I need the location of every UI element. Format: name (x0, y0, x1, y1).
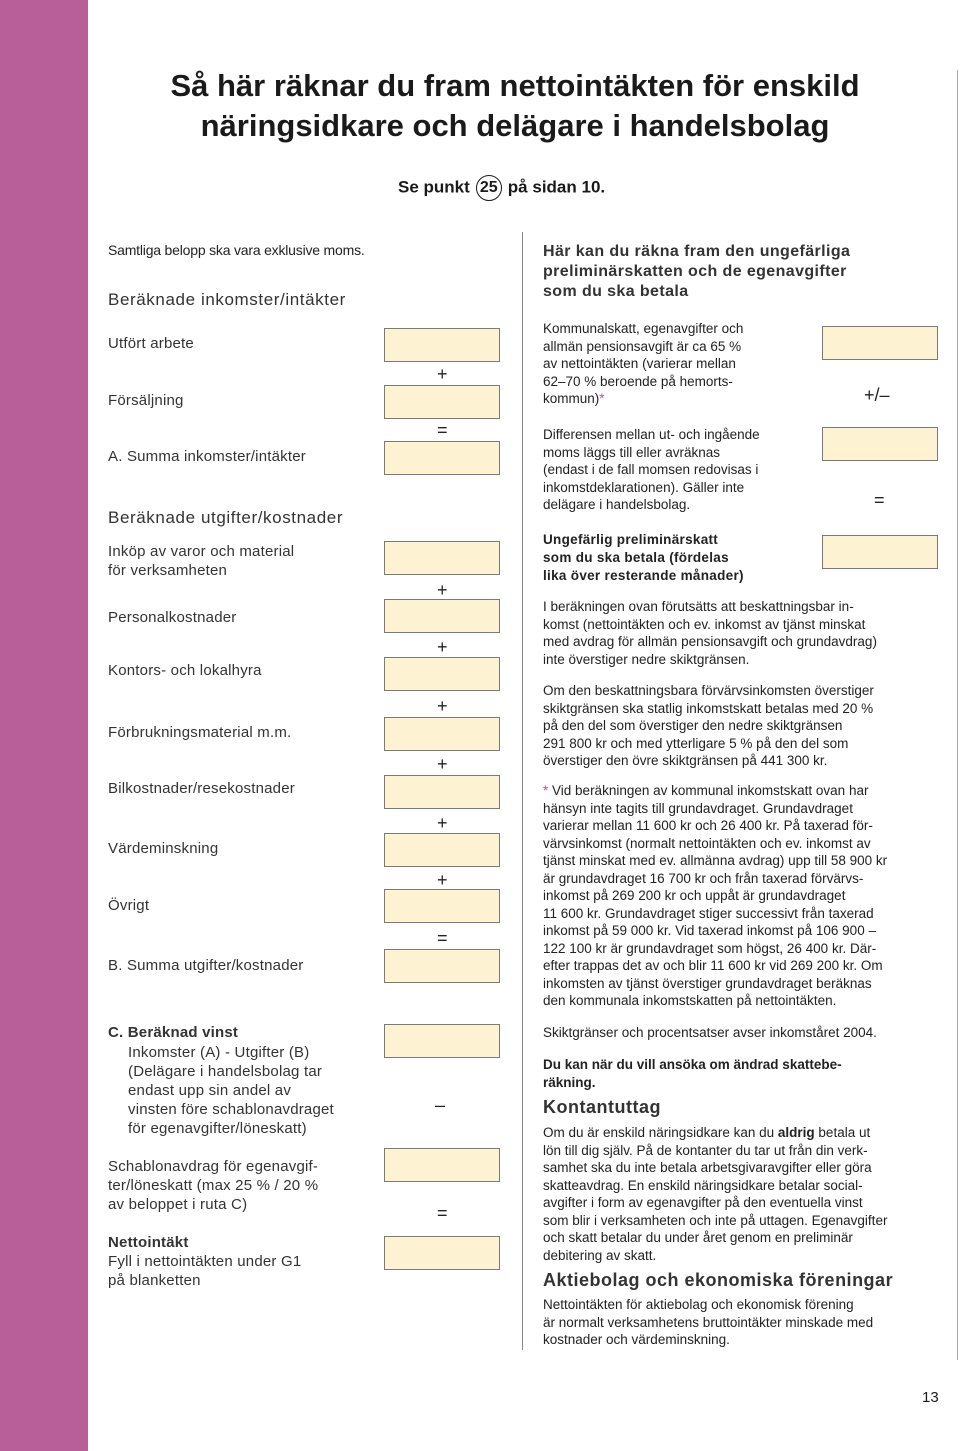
right-heading-line: preliminärskatten och de egenavgifter (543, 263, 847, 280)
see-pre: Se punkt (398, 177, 470, 197)
paragraph-2 (543, 682, 874, 770)
page-sidebar-stripe (0, 0, 88, 1451)
kommunal-line: allmän pensionsavgift är ca 65 % (543, 338, 742, 354)
schablon-description (108, 1157, 318, 1214)
plus-operator: + (437, 813, 448, 833)
p2-line: skiktgränsen ska statlig inkomstskatt betalas med 20 % (543, 700, 874, 716)
p3-line: inkomst på 59 000 kr. Vid taxerad inkomst på 106 900 – (543, 923, 876, 938)
kontant-line: lön till dig själv. På de kontanter du tar ut från din verk- (543, 1142, 868, 1158)
p2-line: överstiger den övre skiktgränsen på 441 300 kr. (543, 753, 828, 768)
p5-line: Du kan när du vill ansöka om ändrad skattebe- (543, 1057, 842, 1072)
input-box-schablon[interactable] (384, 1148, 500, 1182)
right-heading-line: Här kan du räkna fram den ungefärliga (543, 243, 851, 260)
kontant-line: debitering av skatt. (543, 1247, 657, 1263)
kontant-line: som blir i verksamheten och inte på uttagen. Egenavgifter (543, 1212, 888, 1228)
ab-line: kostnader och värdeminskning. (543, 1332, 730, 1347)
profit-line: för egenavgifter/löneskatt) (128, 1120, 307, 1137)
p2-line: på den del som överstiger den nedre skiktgränsen (543, 718, 843, 733)
income-item-sales: Försäljning (108, 392, 184, 409)
expense-item-goods-1: Inköp av varor och material (108, 543, 295, 560)
page-number: 13 (922, 1389, 939, 1406)
expense-item-car: Bilkostnader/resekostnader (108, 780, 295, 797)
p2-line: Om den beskattningsbara förvärvsinkomsten överstiger (543, 683, 874, 698)
input-box-depreciation[interactable] (384, 833, 500, 867)
profit-line: Inkomster (A) - Utgifter (B) (128, 1044, 310, 1061)
diff-line: inkomstdeklarationen). Gäller inte (543, 479, 745, 495)
prelim-text (543, 531, 744, 585)
schablon-line: av beloppet i ruta C) (108, 1196, 248, 1213)
sum-b-label: B. Summa utgifter/kostnader (108, 957, 304, 974)
p3-line: inkomsten av tjänst överstiger grundavdraget beräknas (543, 975, 872, 991)
paragraph-3 (543, 782, 887, 1010)
equals-operator: = (437, 420, 448, 440)
kommunal-line: Kommunalskatt, egenavgifter och (543, 321, 744, 336)
diff-line: delägare i handelsbolag. (543, 497, 691, 512)
title-line-2: näringsidkare och delägare i handelsbolag (200, 108, 830, 143)
p3-line: Vid beräkningen av kommunal inkomstskatt ovan har (552, 783, 869, 798)
equals-operator: = (437, 928, 448, 948)
expense-item-other: Övrigt (108, 897, 150, 914)
see-post: på sidan 10. (507, 177, 606, 197)
net-income-block (108, 1233, 301, 1290)
kommunal-line: 62–70 % beroende på hemorts- (543, 373, 733, 389)
kommunal-text (543, 320, 743, 408)
equals-operator: = (437, 1203, 448, 1223)
kommunal-line: av nettointäkten (varierar mellan (543, 356, 736, 371)
title-line-1: Så här räknar du fram nettointäkten för enskild (170, 68, 860, 103)
p3-line: hänsyn inte tagits till grundavdraget. Grundavdraget (543, 800, 853, 816)
kontant-line: och skatt betalar du under året genom en preliminär (543, 1230, 853, 1245)
diff-line: Differensen mellan ut- och ingående (543, 427, 760, 442)
ab-heading: Aktiebolag och ekonomiska föreningar (543, 1270, 894, 1290)
right-heading-line: som du ska betala (543, 283, 689, 300)
plus-operator: + (437, 580, 448, 600)
input-box-personnel[interactable] (384, 599, 500, 633)
profit-title: C. Beräknad vinst (108, 1024, 239, 1041)
input-box-work[interactable] (384, 328, 500, 362)
p1-line: med avdrag för allmän pensionsavgift och grundavdrag) (543, 634, 877, 649)
plus-operator: + (437, 696, 448, 716)
kontant-line: samhet ska du inte betala arbetsgivaravgifter eller göra (543, 1160, 872, 1175)
prelim-line: som du ska betala (fördelas (543, 550, 729, 565)
profit-description (128, 1043, 334, 1138)
input-box-rent[interactable] (384, 657, 500, 691)
p1-line: I beräkningen ovan förutsätts att beskattningsbar in- (543, 599, 854, 614)
prelim-line: lika över resterande månader) (543, 568, 744, 583)
input-box-car[interactable] (384, 775, 500, 809)
input-box-sum-a[interactable] (384, 441, 500, 475)
plus-operator: + (437, 754, 448, 774)
diff-line: (endast i de fall momsen redovisas i (543, 462, 759, 477)
asterisk-mark: * (599, 391, 605, 406)
right-heading (543, 242, 850, 302)
kontant-heading: Kontantuttag (543, 1097, 661, 1117)
income-heading: Beräknade inkomster/intäkter (108, 290, 346, 309)
net-income-line: på blanketten (108, 1272, 201, 1289)
kommunal-line: kommun) (543, 391, 600, 406)
input-box-sales[interactable] (384, 385, 500, 419)
see-reference (398, 175, 605, 201)
input-box-other[interactable] (384, 889, 500, 923)
expense-item-goods-2: för verksamheten (108, 562, 228, 579)
net-income-line: Fyll i nettointäkten under G1 (108, 1253, 302, 1270)
schablon-line: Schablonavdrag för egenavgif- (108, 1158, 319, 1175)
equals-operator: = (874, 490, 885, 510)
page-title (100, 66, 930, 146)
plus-operator: + (437, 870, 448, 890)
input-box-sum-b[interactable] (384, 949, 500, 983)
kontant-line: Om du är enskild näringsidkare kan du (543, 1125, 775, 1140)
kontant-line: betala ut (818, 1125, 871, 1140)
p3-line: 11 600 kr. Grundavdraget stiger successivt från taxerad (543, 905, 874, 921)
point-number-circle: 25 (476, 175, 502, 201)
expense-item-personnel: Personalkostnader (108, 609, 237, 626)
p3-line: värvsinkomst (normalt nettointäkten och ev. inkomst av (543, 835, 871, 851)
ab-line: Nettointäkten för aktiebolag och ekonomisk förening (543, 1297, 854, 1312)
input-box-kommunal[interactable] (822, 326, 938, 360)
p2-line: 291 800 kr och med ytterligare 5 % på den del som (543, 735, 849, 751)
input-box-goods[interactable] (384, 541, 500, 575)
prelim-line: Ungefärlig preliminärskatt (543, 532, 719, 547)
input-box-diff[interactable] (822, 427, 938, 461)
profit-line: vinsten före schablonavdraget (128, 1101, 334, 1118)
minus-operator: – (435, 1095, 446, 1115)
diff-line: moms läggs till eller avräknas (543, 444, 721, 460)
paragraph-1 (543, 598, 877, 668)
p3-line: varierar mellan 11 600 kr och 26 400 kr. På taxerad för- (543, 818, 873, 833)
schablon-line: ter/löneskatt (max 25 % / 20 % (108, 1177, 319, 1194)
expense-item-consumables: Förbrukningsmaterial m.m. (108, 724, 292, 741)
diff-text (543, 426, 760, 514)
paragraph-5 (543, 1056, 842, 1091)
kontant-line: avgifter i form av egenavgifter på den eventuella vinst (543, 1195, 863, 1210)
column-divider (522, 232, 523, 1350)
p1-line: komst (nettointäkten och ev. inkomst av tjänst minskat (543, 616, 866, 632)
p3-line: tjänst minskat med ev. allmänna avdrag) upp till 58 900 kr (543, 853, 888, 868)
input-box-net-income[interactable] (384, 1236, 500, 1270)
input-box-consumables[interactable] (384, 717, 500, 751)
kontant-text (543, 1124, 887, 1264)
profit-line: endast upp sin andel av (128, 1082, 292, 1099)
kontant-line: skatteavdrag. En enskild näringsidkare betalar social- (543, 1177, 863, 1193)
right-border-line (957, 70, 958, 1360)
asterisk-mark: * (543, 783, 549, 798)
p3-line: efter trappas det av och blir 11 600 kr vid 269 200 kr. Om (543, 958, 883, 973)
plus-operator: + (437, 637, 448, 657)
plusminus-operator: +/– (864, 385, 890, 405)
intro-text: Samtliga belopp ska vara exklusive moms. (108, 242, 365, 258)
ab-line: är normalt verksamhetens bruttointäkter minskade med (543, 1314, 874, 1330)
plus-operator: + (437, 364, 448, 384)
p3-line: den kommunala inkomstskatten på nettointäkten. (543, 993, 837, 1008)
paragraph-4: Skiktgränser och procentsatser avser inkomståret 2004. (543, 1025, 877, 1040)
expense-item-depreciation: Värdeminskning (108, 840, 219, 857)
ab-text (543, 1296, 873, 1349)
income-item-work: Utfört arbete (108, 335, 194, 352)
kontant-emphasis: aldrig (777, 1125, 815, 1140)
p3-line: är grundavdraget 16 700 kr och från taxerad förvärvs- (543, 870, 864, 886)
input-box-profit[interactable] (384, 1024, 500, 1058)
expense-item-rent: Kontors- och lokalhyra (108, 662, 262, 679)
p3-line: 122 100 kr är grundavdraget som högst, 26 400 kr. Där- (543, 940, 877, 956)
p1-line: inte överstiger nedre skiktgränsen. (543, 651, 750, 667)
profit-line: (Delägare i handelsbolag tar (128, 1063, 323, 1080)
p5-line: räkning. (543, 1074, 596, 1090)
expense-heading: Beräknade utgifter/kostnader (108, 508, 344, 527)
sum-a-label: A. Summa inkomster/intäkter (108, 448, 306, 465)
p3-line: inkomst på 269 200 kr och uppåt är grundavdraget (543, 888, 846, 903)
input-box-prelim[interactable] (822, 535, 938, 569)
net-income-title: Nettointäkt (108, 1234, 189, 1251)
